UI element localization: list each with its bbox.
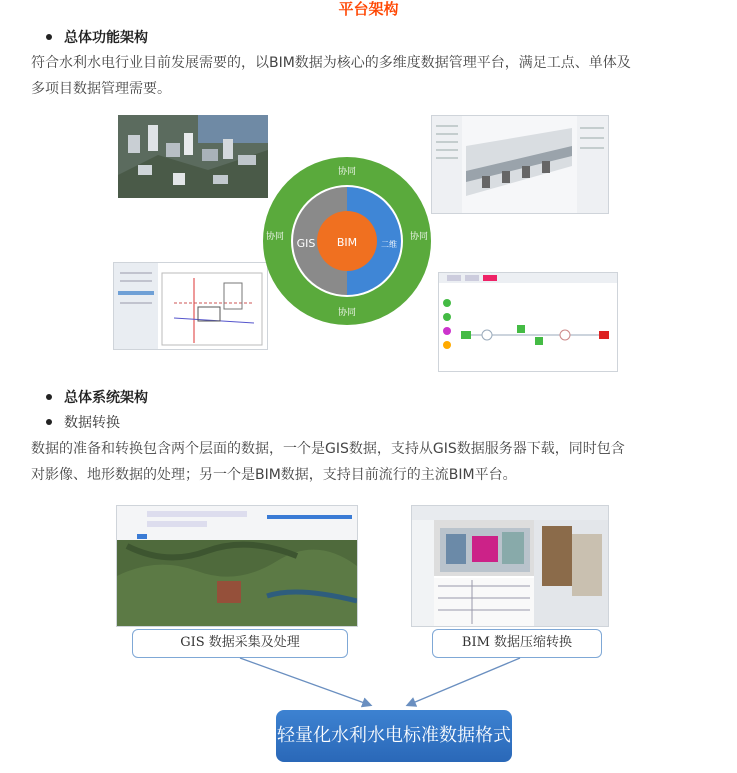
standard-format-box: 轻量化水利水电标准数据格式	[276, 710, 512, 762]
section1-line1: 符合水利水电行业目前发展需要的，以BIM数据为核心的多维度数据管理平台，满足工点、单体及	[31, 55, 631, 71]
section1-heading: 总体功能架构	[64, 30, 148, 46]
collab-label-top: 协同	[337, 167, 357, 177]
gis-label: GIS	[296, 237, 316, 250]
bim-core-label: BIM	[336, 236, 358, 249]
arrow-gis-to-standard	[240, 658, 370, 705]
arrow-bim-to-standard	[408, 658, 520, 705]
collab-label-bottom: 协同	[337, 308, 357, 318]
gis-process-label: GIS 数据采集及处理	[132, 629, 348, 658]
section2-line2: 对影像、地形数据的处理；另一个是BIM数据，支持目前流行的主流BIM平台。	[31, 467, 517, 483]
collab-label-right: 协同	[409, 232, 429, 242]
section1-line2: 多项目数据管理需要。	[31, 81, 171, 97]
section2-line1: 数据的准备和转换包含两个层面的数据，一个是GIS数据，支持从GIS数据服务器下载，同时包含	[31, 441, 625, 457]
section2-sub: 数据转换	[64, 415, 120, 431]
section2-heading: 总体系统架构	[64, 390, 148, 406]
bim-process-label: BIM 数据压缩转换	[432, 629, 602, 658]
page-title: 平台架构	[338, 0, 399, 18]
collab-label-left: 协同	[265, 232, 285, 242]
bim-blue-label: 二维	[381, 240, 397, 249]
